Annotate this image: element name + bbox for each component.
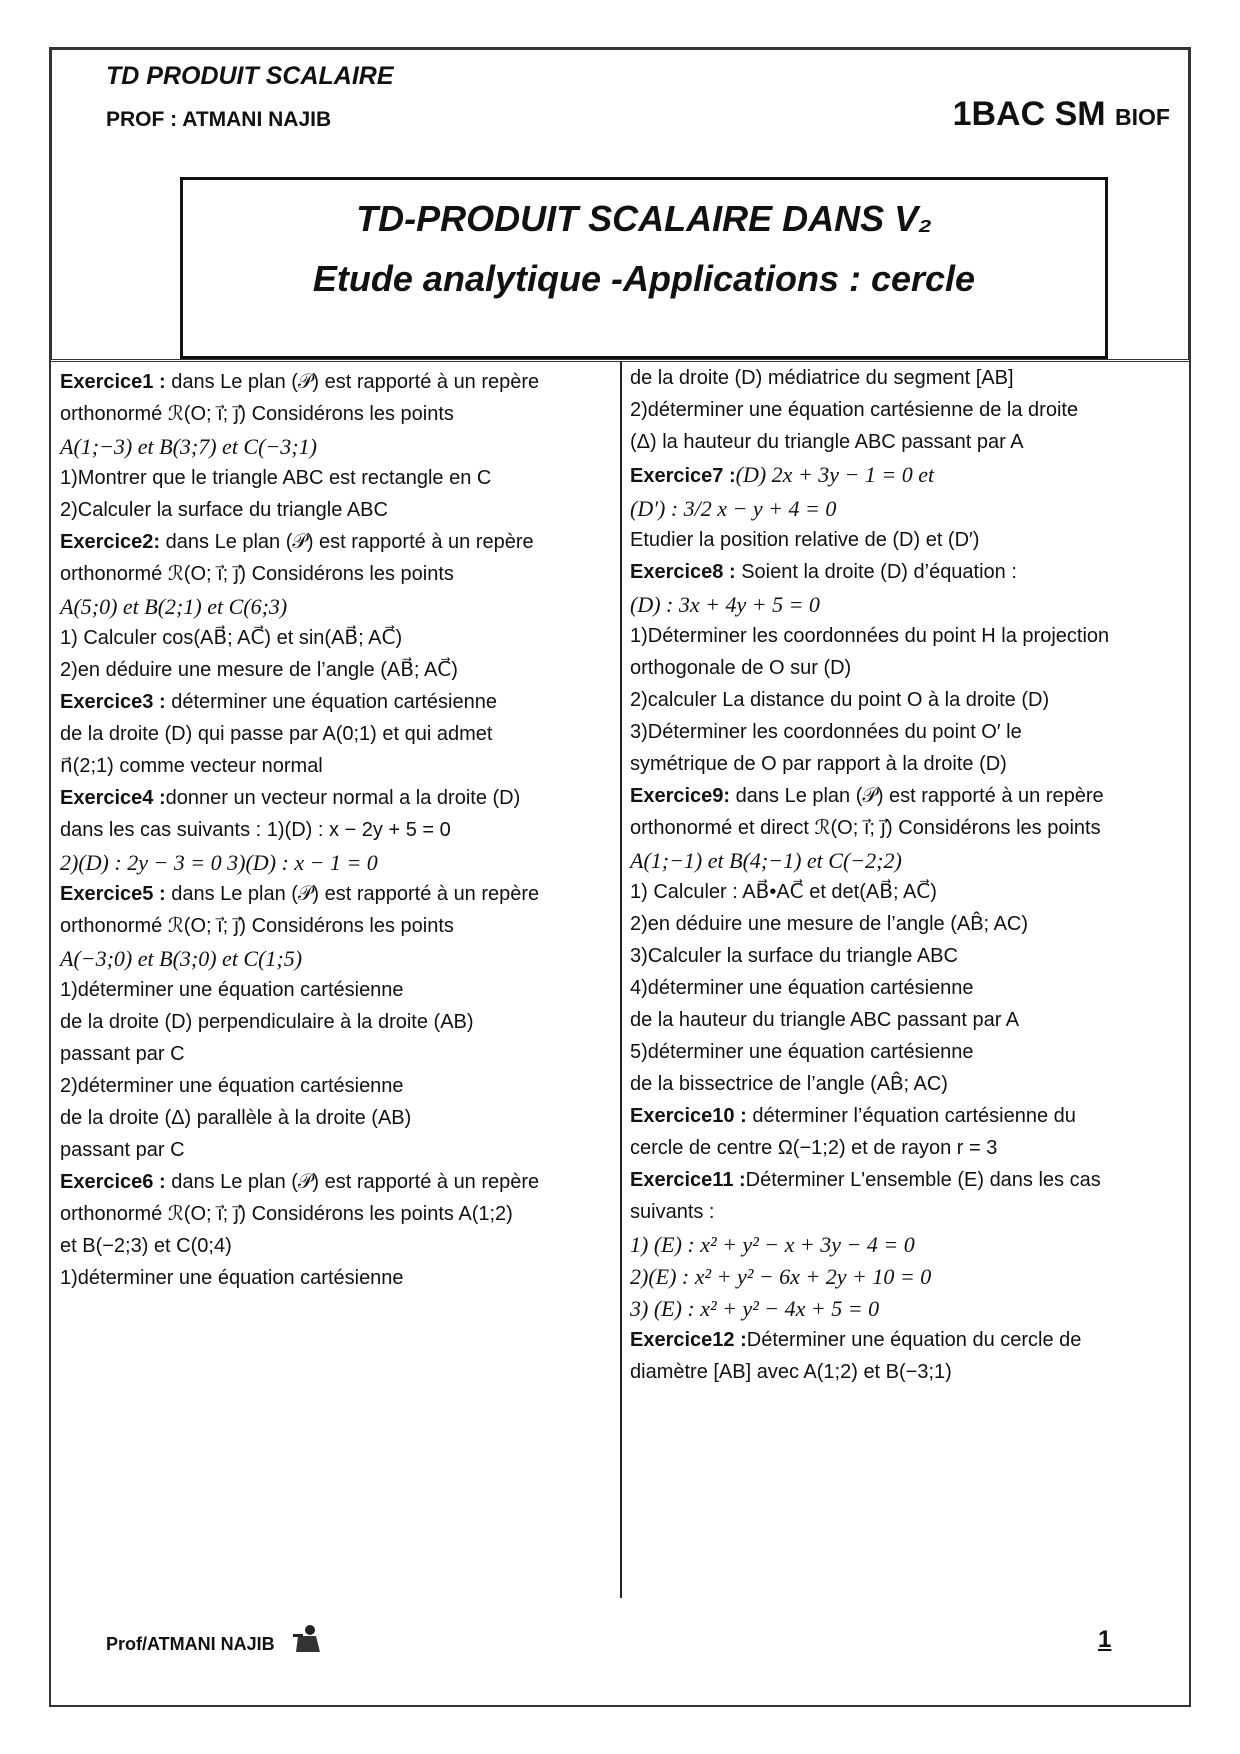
question: 5)déterminer une équation cartésienne <box>630 1041 974 1063</box>
level-suffix: BIOF <box>1115 104 1170 130</box>
text-line: n⃗(2;1) comme vecteur normal <box>60 755 323 777</box>
page-number: 1 <box>1098 1626 1112 1653</box>
text-line: dans Le plan (𝒫) est rapporté à un repère <box>171 371 540 393</box>
question: de la hauteur du triangle ABC passant par A <box>630 1009 1020 1031</box>
question: passant par C <box>60 1139 185 1161</box>
equation: 3) (E) : x² + y² − 4x + 5 = 0 <box>630 1296 880 1321</box>
ex5-label: Exercice5 : <box>60 883 166 905</box>
text-line: suivants : <box>630 1201 715 1223</box>
exercise-4 <box>60 784 615 813</box>
question: 2)déterminer une équation cartésienne <box>60 1075 404 1097</box>
level-label <box>953 95 1170 134</box>
level-main: 1BAC SM <box>952 95 1106 133</box>
left-column <box>60 368 615 1296</box>
question: (Δ) la hauteur du triangle ABC passant par A <box>630 431 1024 453</box>
question: 1)Montrer que le triangle ABC est rectangle en C <box>60 467 492 489</box>
text-line: orthonormé ℛ(O; i⃗; j⃗) Considérons les points <box>60 563 454 585</box>
question: 2)déterminer une équation cartésienne de la droite <box>630 399 1079 421</box>
points: A(5;0) et B(2;1) et C(6;3) <box>60 594 288 619</box>
text-line: dans Le plan (𝒫) est rapporté à un repère <box>171 1171 540 1193</box>
footer-author: Prof/ATMANI NAJIB <box>106 1634 275 1654</box>
question: 2)Calculer la surface du triangle ABC <box>60 499 388 521</box>
ex10-label: Exercice10 : <box>630 1105 747 1127</box>
question: passant par C <box>60 1043 185 1065</box>
exercise-9 <box>630 782 1182 811</box>
ex12-label: Exercice12 : <box>630 1329 747 1351</box>
text-line: déterminer une équation cartésienne <box>171 691 497 713</box>
question: symétrique de O par rapport à la droite (D) <box>630 753 1007 775</box>
text-line: orthonormé ℛ(O; i⃗; j⃗) Considérons les points <box>60 915 454 937</box>
question: de la droite (D) médiatrice du segment [AB] <box>630 367 1014 389</box>
text-line: orthonormé ℛ(O; i⃗; j⃗) Considérons les points A(1;2) <box>60 1203 513 1225</box>
prof-name: PROF : ATMANI NAJIB <box>106 108 332 131</box>
doc-title: TD PRODUIT SCALAIRE <box>106 62 394 90</box>
text-line: dans Le plan (𝒫) est rapporté à un repère <box>735 785 1104 807</box>
exercise-5 <box>60 880 615 909</box>
question: 2)calculer La distance du point O à la droite (D) <box>630 689 1050 711</box>
text-line: déterminer l’équation cartésienne du <box>752 1105 1076 1127</box>
text-line: dans Le plan (𝒫) est rapporté à un repère <box>171 883 540 905</box>
points: A(−3;0) et B(3;0) et C(1;5) <box>60 946 303 971</box>
question: 1)Déterminer les coordonnées du point H la projection <box>630 625 1110 647</box>
question: 4)déterminer une équation cartésienne <box>630 977 974 999</box>
exercise-11 <box>630 1166 1182 1195</box>
exercise-8 <box>630 558 1182 587</box>
question: de la droite (D) perpendiculaire à la droite (AB) <box>60 1011 474 1033</box>
exercise-2 <box>60 528 615 557</box>
column-divider <box>620 362 622 1598</box>
exercise-7 <box>630 460 1182 491</box>
equation: 1) (E) : x² + y² − x + 3y − 4 = 0 <box>630 1232 915 1257</box>
text-line: diamètre [AB] avec A(1;2) et B(−3;1) <box>630 1361 952 1383</box>
text-line: Déterminer L'ensemble (E) dans les cas <box>745 1169 1101 1191</box>
ex4-label: Exercice4 : <box>60 787 166 809</box>
exercise-1 <box>60 368 615 397</box>
question: 1)déterminer une équation cartésienne <box>60 1267 404 1289</box>
points: A(1;−3) et B(3;7) et C(−3;1) <box>60 434 317 459</box>
equations: 2)(D) : 2y − 3 = 0 3)(D) : x − 1 = 0 <box>60 850 378 875</box>
ex3-label: Exercice3 : <box>60 691 166 713</box>
text-line: cercle de centre Ω(−1;2) et de rayon r = 3 <box>630 1137 998 1159</box>
ex6-label: Exercice6 : <box>60 1171 166 1193</box>
question: 1) Calculer : AB⃗•AC⃗ et det(AB⃗; AC⃗) <box>630 881 937 903</box>
text-line: orthonormé et direct ℛ(O; i⃗; j⃗) Considérons les points <box>630 817 1101 839</box>
exercise-3 <box>60 688 615 717</box>
question: orthogonale de O sur (D) <box>630 657 852 679</box>
question: 1) Calculer cos(AB⃗; AC⃗) et sin(AB⃗; AC⃗) <box>60 627 403 649</box>
text-line: donner un vecteur normal a la droite (D) <box>165 787 521 809</box>
question: Etudier la position relative de (D) et (D′) <box>630 529 980 551</box>
subtitle: Etude analytique -Applications : cercle <box>312 258 976 299</box>
question: de la bissectrice de l’angle (AB̂; AC) <box>630 1073 948 1095</box>
text-line: de la droite (D) qui passe par A(0;1) et qui admet <box>60 723 493 745</box>
question: 2)en déduire une mesure de l’angle (AB⃗; AC⃗) <box>60 659 458 681</box>
author-logo-icon <box>290 1622 324 1656</box>
equation: (D) : 3x + 4y + 5 = 0 <box>630 592 820 617</box>
ex1-label: Exercice1 : <box>60 371 166 393</box>
main-title: TD-PRODUIT SCALAIRE DANS V₂ <box>356 198 932 239</box>
ex7-label: Exercice7 : <box>630 465 736 487</box>
question: 3)Calculer la surface du triangle ABC <box>630 945 958 967</box>
exercise-6 <box>60 1168 615 1197</box>
points: A(1;−1) et B(4;−1) et C(−2;2) <box>630 848 902 873</box>
text-line: dans Le plan (𝒫) est rapporté à un repère <box>165 531 534 553</box>
text-line: dans les cas suivants : 1)(D) : x − 2y + 5 = 0 <box>60 819 451 841</box>
question: 2)en déduire une mesure de l’angle (AB̂; AC) <box>630 913 1029 935</box>
equation: (D) 2x + 3y − 1 = 0 et <box>735 462 935 487</box>
question: de la droite (Δ) parallèle à la droite (AB) <box>60 1107 412 1129</box>
text-line: Soient la droite (D) d’équation : <box>741 561 1017 583</box>
ex8-label: Exercice8 : <box>630 561 736 583</box>
text-line: orthonormé ℛ(O; i⃗; j⃗) Considérons les points <box>60 403 454 425</box>
equation: (D′) : 3/2 x − y + 4 = 0 <box>630 496 837 521</box>
equation: 2)(E) : x² + y² − 6x + 2y + 10 = 0 <box>630 1264 932 1289</box>
question: 3)Déterminer les coordonnées du point O′ le <box>630 721 1022 743</box>
question: 1)déterminer une équation cartésienne <box>60 979 404 1001</box>
title-box <box>180 177 1108 359</box>
text-line: et B(−2;3) et C(0;4) <box>60 1235 232 1257</box>
text-line: Déterminer une équation du cercle de <box>746 1329 1082 1351</box>
ex2-label: Exercice2: <box>60 531 161 553</box>
exercise-10 <box>630 1102 1182 1131</box>
ex11-label: Exercice11 : <box>630 1169 746 1191</box>
ex9-label: Exercice9: <box>630 785 731 807</box>
exercise-12 <box>630 1326 1182 1355</box>
right-column <box>630 364 1182 1390</box>
